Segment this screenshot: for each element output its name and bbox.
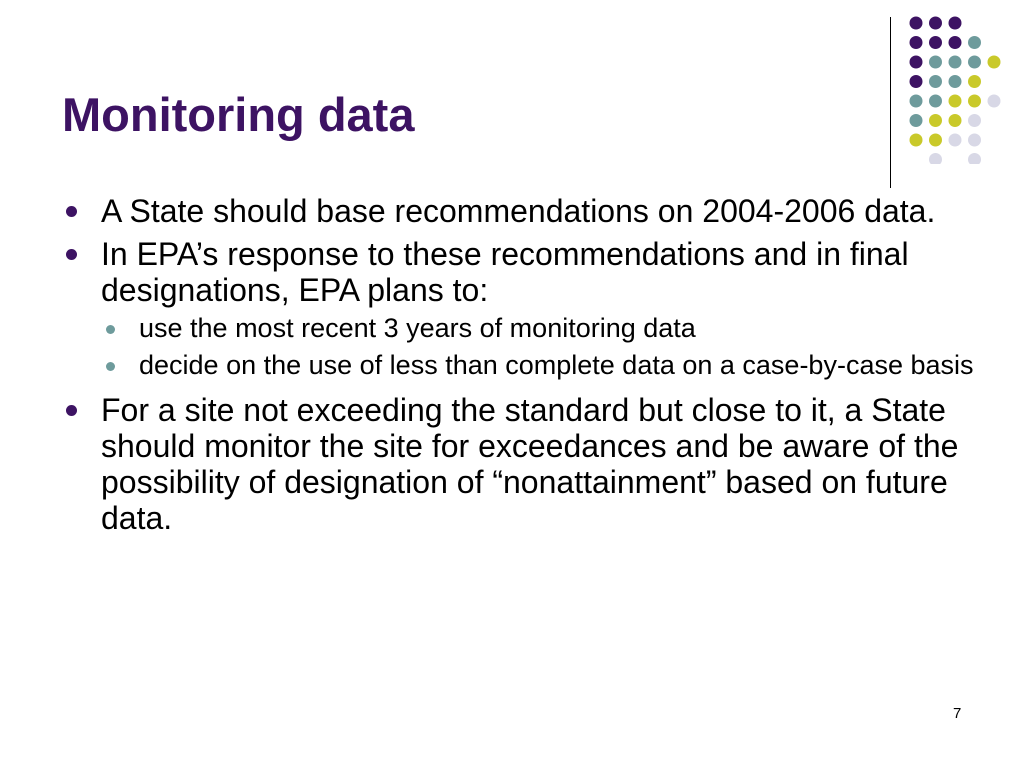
decorative-dot	[910, 17, 923, 30]
decorative-dot	[910, 75, 923, 88]
bullet-marker	[66, 206, 77, 217]
decorative-dot	[988, 56, 1001, 69]
vertical-divider	[890, 17, 891, 188]
decorative-dot	[929, 134, 942, 147]
decorative-dot	[968, 36, 981, 49]
bullet-item-2	[60, 236, 975, 382]
decorative-dot	[968, 114, 981, 127]
bullet-marker	[66, 405, 77, 416]
decorative-dot	[949, 134, 962, 147]
bullet-text: For a site not exceeding the standard but close to it, a State should monitor the site for exceedances and be aware of the possibility of designation of “nonattainment” based on future data.	[101, 392, 959, 536]
decorative-dot	[929, 75, 942, 88]
bullet-marker	[66, 249, 77, 260]
sub-bullet-item-2	[101, 349, 975, 382]
sub-bullet-item-1	[101, 312, 975, 345]
decorative-dot	[949, 56, 962, 69]
sub-bullet-marker	[106, 325, 115, 334]
bullet-item-3	[60, 392, 975, 536]
decorative-dot	[968, 75, 981, 88]
decorative-dot	[968, 56, 981, 69]
decorative-dot	[949, 75, 962, 88]
sub-bullet-list	[101, 312, 975, 382]
decorative-dot	[988, 95, 1001, 108]
decorative-dot	[929, 36, 942, 49]
decorative-dot	[949, 17, 962, 30]
decorative-dot	[910, 36, 923, 49]
decorative-dot	[910, 134, 923, 147]
slide-title: Monitoring data	[62, 88, 415, 141]
bullet-list	[60, 193, 975, 543]
decorative-dot	[929, 17, 942, 30]
decorative-dot-grid	[908, 14, 1008, 164]
decorative-dot	[929, 114, 942, 127]
decorative-dot	[929, 153, 942, 164]
sub-bullet-marker	[106, 362, 115, 371]
sub-bullet-text: use the most recent 3 years of monitoring data	[139, 313, 696, 343]
bullet-text: A State should base recommendations on 2004-2006 data.	[101, 193, 936, 229]
decorative-dot	[929, 56, 942, 69]
decorative-dot	[910, 56, 923, 69]
decorative-dot	[929, 95, 942, 108]
page-number: 7	[953, 705, 962, 722]
sub-bullet-text: decide on the use of less than complete data on a case-by-case basis	[139, 350, 974, 380]
decorative-dot	[949, 95, 962, 108]
decorative-dot	[968, 95, 981, 108]
decorative-dot	[949, 36, 962, 49]
bullet-item-1	[60, 193, 975, 229]
decorative-dot	[968, 134, 981, 147]
decorative-dot	[968, 153, 981, 164]
decorative-dot	[910, 95, 923, 108]
decorative-dot	[949, 114, 962, 127]
bullet-text: In EPA’s response to these recommendations and in final designations, EPA plans to:	[101, 236, 909, 308]
decorative-dot	[910, 114, 923, 127]
